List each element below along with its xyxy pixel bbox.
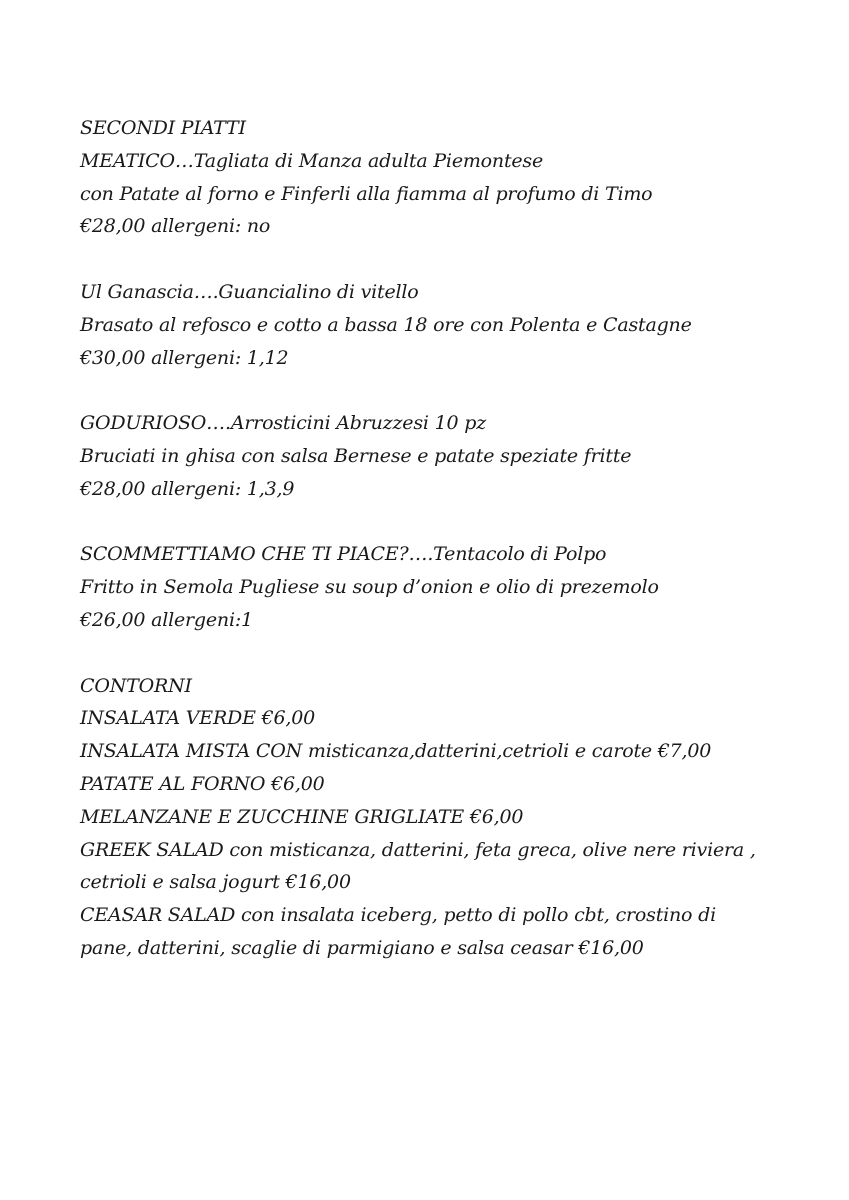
dish-price-allergens: €28,00 allergeni: 1,3,9 xyxy=(80,477,295,500)
dish-description: con Patate al forno e Finferli alla fiamma al profumo di Timo xyxy=(80,182,653,205)
dish-title: GODURIOSO….Arrosticini Abruzzesi 10 pz xyxy=(80,412,487,435)
dish-description: Fritto in Semola Pugliese su soup d’onion e olio di prezemolo xyxy=(80,576,659,599)
dish-title: MEATICO…Tagliata di Manza adulta Piemontese xyxy=(80,149,544,172)
dish-description: Brasato al refosco e cotto a bassa 18 ore con Polenta e Castagne xyxy=(80,313,692,336)
contorno-line: GREEK SALAD con misticanza, datterini, feta greca, olive nere riviera , xyxy=(80,838,756,861)
section-heading-secondi: SECONDI PIATTI xyxy=(80,117,246,139)
dish-description: Bruciati in ghisa con salsa Bernese e patate speziate fritte xyxy=(80,444,632,467)
contorno-line: cetrioli e salsa jogurt €16,00 xyxy=(80,871,351,894)
contorno-line: CEASAR SALAD con insalata iceberg, petto di pollo cbt, crostino di xyxy=(80,904,716,927)
contorni-list xyxy=(80,702,780,964)
contorno-line: INSALATA VERDE €6,00 xyxy=(80,707,315,730)
contorno-line: PATATE AL FORNO €6,00 xyxy=(80,772,325,795)
dish-scommettiamo xyxy=(80,538,780,636)
dish-godurioso xyxy=(80,407,780,505)
section-heading-contorni: CONTORNI xyxy=(80,674,192,697)
dish-title: SCOMMETTIAMO CHE TI PIACE?….Tentacolo di Polpo xyxy=(80,543,607,566)
menu-content xyxy=(80,112,780,965)
dish-title: Ul Ganascia….Guancialino di vitello xyxy=(80,280,419,303)
contorno-line: INSALATA MISTA CON misticanza,datterini,cetrioli e carote €7,00 xyxy=(80,740,712,763)
contorno-line: pane, datterini, scaglie di parmigiano e salsa ceasar €16,00 xyxy=(80,936,644,959)
dish-meatico xyxy=(80,145,780,243)
spacer xyxy=(80,374,780,407)
contorno-line: MELANZANE E ZUCCHINE GRIGLIATE €6,00 xyxy=(80,805,524,828)
spacer xyxy=(80,637,780,670)
dish-price-allergens: €30,00 allergeni: 1,12 xyxy=(80,346,289,369)
dish-price-allergens: €28,00 allergeni: no xyxy=(80,215,271,238)
spacer xyxy=(80,506,780,539)
spacer xyxy=(80,243,780,276)
dish-ul-ganascia xyxy=(80,276,780,374)
dish-price-allergens: €26,00 allergeni:1 xyxy=(80,608,253,631)
